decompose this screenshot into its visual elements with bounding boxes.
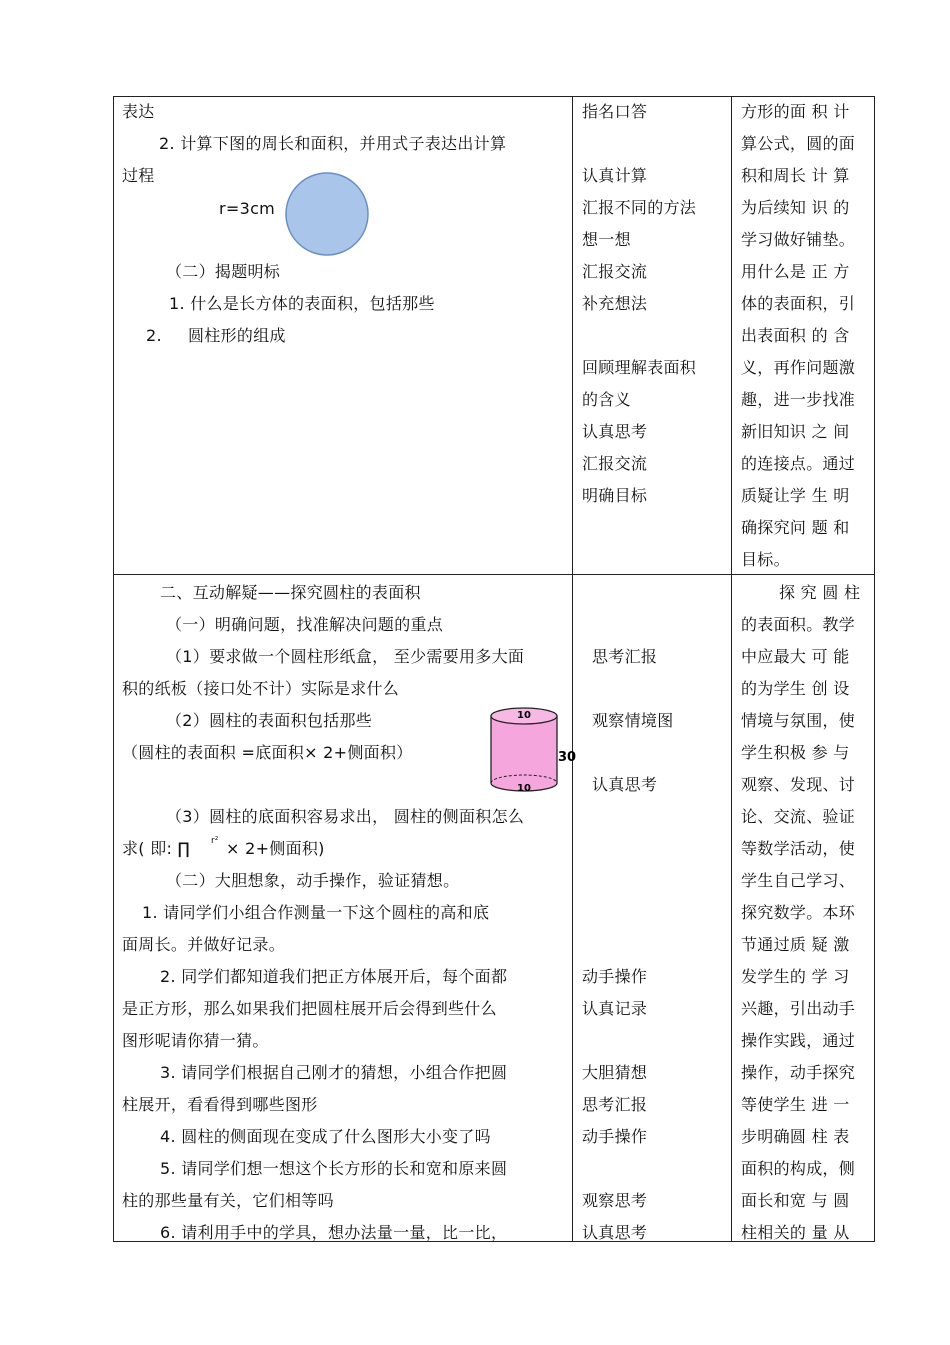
- row-divider: [114, 574, 874, 575]
- top-diameter-label: 10: [517, 710, 531, 721]
- section-heading: （二）揭题明标: [166, 262, 281, 281]
- text-line: （2）圆柱的表面积包括那些: [166, 711, 373, 730]
- text-line: 出表面积 的 含: [741, 326, 850, 345]
- list-number: 2.: [146, 326, 162, 345]
- text-line: 认真思考: [582, 422, 648, 441]
- text-line: 想一想: [582, 230, 631, 249]
- text-line: 回顾理解表面积: [582, 358, 697, 377]
- circle-shape: [286, 173, 368, 255]
- text-line: 趣，进一步找准: [741, 390, 856, 409]
- text-line: 论、交流、验证: [741, 807, 856, 826]
- text-line: 的连接点。通过: [741, 454, 856, 473]
- text-line: 的为学生 创 设: [741, 679, 850, 698]
- superscript: r²: [211, 836, 219, 846]
- text-line: 柱展开，看看得到哪些图形: [122, 1095, 318, 1114]
- text-line: 5. 请同学们想一想这个长方形的长和宽和原来圆: [160, 1159, 508, 1178]
- text-line: 4. 圆柱的侧面现在变成了什么图形大小变了吗: [160, 1127, 491, 1146]
- text-line: 1. 请同学们小组合作测量一下这个圆柱的高和底: [142, 903, 490, 922]
- text-line: 表达: [122, 102, 155, 121]
- text-line: 认真记录: [582, 999, 648, 1018]
- text-line: 1. 什么是长方体的表面积，包括那些: [169, 294, 435, 313]
- text-line: 质疑让学 生 明: [741, 486, 850, 505]
- text-line: 积的纸板（接口处不计）实际是求什么: [122, 679, 400, 698]
- column-divider-2: [731, 97, 732, 1241]
- text-line: 发学生的 学 习: [741, 967, 850, 986]
- text-line: 明确目标: [582, 486, 648, 505]
- bottom-diameter-label: 10: [517, 783, 531, 794]
- text-line: 的表面积。教学: [741, 615, 856, 634]
- text-line: 6. 请利用手中的学具，想办法量一量，比一比，: [160, 1223, 508, 1242]
- text-line: 汇报交流: [582, 262, 648, 281]
- text-line: 认真思考: [592, 775, 658, 794]
- text-line: 动手操作: [582, 967, 648, 986]
- text-line: 面积的构成，侧: [741, 1159, 856, 1178]
- text-line: 探 究 圆 柱: [779, 583, 861, 602]
- formula-line: 求( 即: ∏: [122, 839, 191, 858]
- text-line: 面长和宽 与 圆: [741, 1191, 850, 1210]
- formula-line: （圆柱的表面积 =底面积× 2+侧面积）: [122, 743, 413, 762]
- formula-line: × 2+侧面积): [226, 839, 325, 858]
- text-line: 汇报交流: [582, 454, 648, 473]
- text-line: 2. 计算下图的周长和面积，并用式子表达出计算: [159, 134, 507, 153]
- text-line: 目标。: [741, 550, 790, 569]
- text-line: 面周长。并做好记录。: [122, 935, 286, 954]
- text-line: 图形呢请你猜一猜。: [122, 1031, 269, 1050]
- text-line: 过程: [122, 166, 155, 185]
- text-line: 认真思考: [582, 1223, 648, 1242]
- text-line: 节通过质 疑 激: [741, 935, 850, 954]
- text-line: 观察思考: [582, 1191, 648, 1210]
- text-line: 为后续知 识 的: [741, 198, 850, 217]
- section-heading: （二）大胆想象，动手操作，验证猜想。: [166, 871, 460, 890]
- text-line: 学生积极 参 与: [741, 743, 850, 762]
- cylinder-figure: [486, 703, 578, 797]
- text-line: 圆柱形的组成: [188, 326, 286, 345]
- text-line: 观察、发现、讨: [741, 775, 856, 794]
- text-line: 是正方形，那么如果我们把圆柱展开后会得到些什么: [122, 999, 497, 1018]
- text-line: 动手操作: [582, 1127, 648, 1146]
- text-line: 观察情境图: [592, 711, 674, 730]
- text-line: 新旧知识 之 间: [741, 422, 850, 441]
- text-line: 2. 同学们都知道我们把正方体展开后，每个面都: [160, 967, 508, 986]
- section-heading: 二、互动解疑——探究圆柱的表面积: [160, 583, 421, 602]
- text-line: 大胆猜想: [582, 1063, 648, 1082]
- text-line: 操作，动手探究: [741, 1063, 856, 1082]
- cylinder-body: [491, 716, 557, 791]
- text-line: 情境与氛围，使: [741, 711, 856, 730]
- text-line: 兴趣，引出动手: [741, 999, 856, 1018]
- text-line: 柱相关的 量 从: [741, 1223, 850, 1242]
- text-line: 中应最大 可 能: [741, 647, 850, 666]
- text-line: 认真计算: [582, 166, 648, 185]
- text-line: 学习做好铺垫。: [741, 230, 856, 249]
- text-line: 等数学活动，使: [741, 839, 856, 858]
- text-line: 汇报不同的方法: [582, 198, 697, 217]
- text-line: （3）圆柱的底面积容易求出， 圆柱的侧面积怎么: [166, 807, 525, 826]
- text-line: 操作实践，通过: [741, 1031, 856, 1050]
- column-divider-1: [572, 97, 573, 1241]
- text-line: 补充想法: [582, 294, 648, 313]
- text-line: 指名口答: [582, 102, 648, 121]
- text-line: 确探究问 题 和: [741, 518, 850, 537]
- text-line: 步明确圆 柱 表: [741, 1127, 850, 1146]
- text-line: 3. 请同学们根据自己刚才的猜想，小组合作把圆: [160, 1063, 508, 1082]
- text-line: 方形的面 积 计: [741, 102, 850, 121]
- circle-figure: [284, 171, 370, 257]
- text-line: 的含义: [582, 390, 631, 409]
- text-line: 体的表面积，引: [741, 294, 856, 313]
- text-line: 探究数学。本环: [741, 903, 856, 922]
- text-line: 学生自己学习、: [741, 871, 856, 890]
- text-line: 用什么是 正 方: [741, 262, 850, 281]
- text-line: 义，再作问题激: [741, 358, 856, 377]
- radius-label: r=3cm: [219, 199, 276, 218]
- text-line: 思考汇报: [582, 1095, 648, 1114]
- text-line: 柱的那些量有关，它们相等吗: [122, 1191, 334, 1210]
- text-line: 思考汇报: [592, 647, 658, 666]
- text-line: 算公式，圆的面: [741, 134, 856, 153]
- section-heading: （一）明确问题，找准解决问题的重点: [166, 615, 444, 634]
- text-line: 等使学生 进 一: [741, 1095, 850, 1114]
- height-label: 30: [558, 750, 577, 765]
- text-line: 积和周长 计 算: [741, 166, 850, 185]
- text-line: （1）要求做一个圆柱形纸盒， 至少需要用多大面: [166, 647, 525, 666]
